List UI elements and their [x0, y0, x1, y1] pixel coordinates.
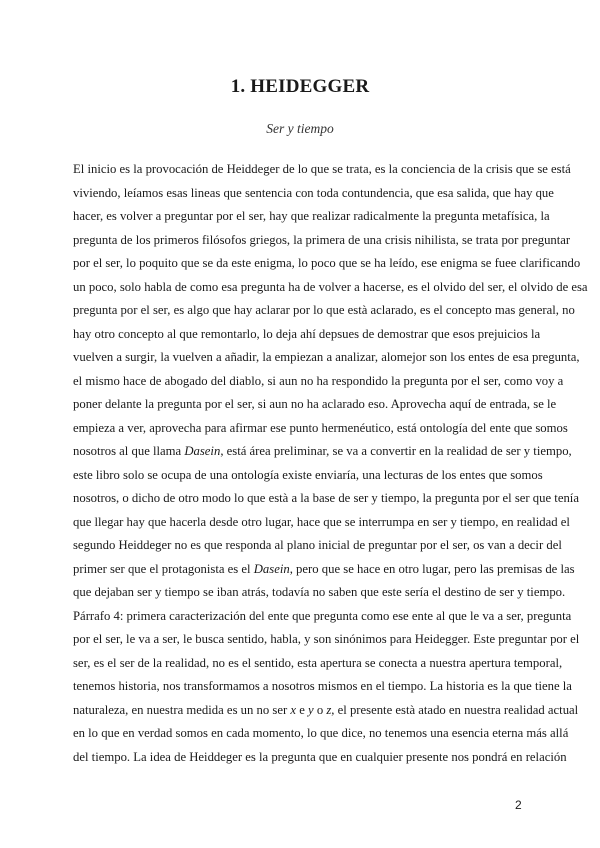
body-line: hacer, es volver a preguntar por el ser, hay que realizar radicalmente la pregunta metafísica, la: [73, 209, 550, 223]
body-line: pregunta por el ser, es algo que hay aclarar por lo que està aclarado, es el concepto mas general, no: [73, 303, 575, 317]
body-line: por el ser, le va a ser, le busca sentido, habla, y son sinónimos para Heidegger. Este preguntar por el: [73, 632, 580, 646]
body-line: ser, es el ser de la realidad, no es el sentido, esta apertura se conecta a nuestra apertura temporal,: [73, 655, 563, 670]
body-line: vuelven a surgir, la vuelven a añadir, la empiezan a analizar, alomejor son los entes de esa pregunta,: [73, 350, 580, 364]
body-line: empieza a ver, aprovecha para afirmar ese punto hermenéutico, está ontología del ente que somos: [73, 420, 568, 435]
body-line: viviendo, leíamos esas lineas que sentencia con toda contundencia, que esa salida, que hay que: [73, 185, 554, 200]
body-line: nosotros, o dicho de otro modo lo que està a la base de ser y tiempo, la pregunta por el ser que tenía: [73, 491, 579, 505]
section-subtitle: Ser y tiempo: [266, 121, 334, 136]
italic-term: Dasein: [184, 444, 221, 458]
body-line: El inicio es la provocación de Heiddeger de lo que se trata, es la conciencia de la crisis que se está: [73, 162, 571, 176]
body-line: este libro solo se ocupa de una ontología existe enviaría, una lecturas de los entes que somos: [73, 467, 543, 482]
italic-term: z: [326, 702, 332, 717]
italic-term: y: [308, 702, 314, 717]
page-number: 2: [515, 798, 522, 812]
body-line: en lo que en verdad somos en cada momento, lo que dice, no tenemos una esencia eterna más allá: [73, 726, 569, 740]
body-text: [73, 158, 588, 769]
body-line: Párrafo 4: primera caracterización del ente que pregunta como ese ente al que le va a ser, pregunta: [73, 608, 572, 623]
body-line: que dejaban ser y tiempo se iban atrás, todavía no saben que este sería el destino de ser y tiempo.: [73, 585, 566, 599]
body-line: tenemos historia, nos transformamos a nosotros mismos en el tiempo. La historia es la que tiene la: [73, 679, 572, 693]
body-line: poner delante la pregunta por el ser, si aun no ha aclarado eso. Aprovecha aquí de entrada, se le: [73, 397, 557, 411]
body-line: naturaleza, en nuestra medida es un no ser x e y o z, el presente està atado en nuestra realidad actual: [73, 702, 579, 717]
italic-term: x: [290, 702, 297, 717]
page-title: 1. HEIDEGGER: [230, 76, 370, 97]
body-line: el mismo hace de abogado del diablo, si aun no ha respondido la pregunta por el ser, como voy a: [73, 373, 564, 388]
body-line: un poco, solo habla de como esa pregunta ha de volver a hacerse, es el olvido del ser, el olvido de esa: [73, 279, 588, 294]
body-line: primer ser que el protagonista es el Dasein, pero que se hace en otro lugar, pero las premisas de las: [73, 561, 575, 576]
body-line: del tiempo. La idea de Heiddeger es la pregunta que en cualquier presente nos pondrá en relación: [73, 749, 567, 764]
body-line: que llegar hay que hacerla desde otro lugar, hace que se interrumpa en ser y tiempo, en realidad el: [73, 514, 570, 529]
body-line: pregunta de los primeros filósofos griegos, la primera de una crisis nihilista, se trata por preguntar: [73, 232, 571, 247]
body-line: segundo Heiddeger no es que responda al plano inicial de preguntar por el ser, os van a decir del: [73, 538, 562, 552]
body-line: nosotros al que llama Dasein, está área preliminar, se va a convertir en la realidad de ser y tiempo,: [73, 444, 572, 458]
italic-term: Dasein: [253, 561, 290, 576]
body-line: por el ser, lo poquito que se da este enigma, lo poco que se ha leído, ese enigma se fuee clarificando: [73, 256, 581, 270]
body-line: hay otro concepto al que remontarlo, lo deja ahí depsues de demostrar que esos prejuicios la: [73, 326, 541, 341]
